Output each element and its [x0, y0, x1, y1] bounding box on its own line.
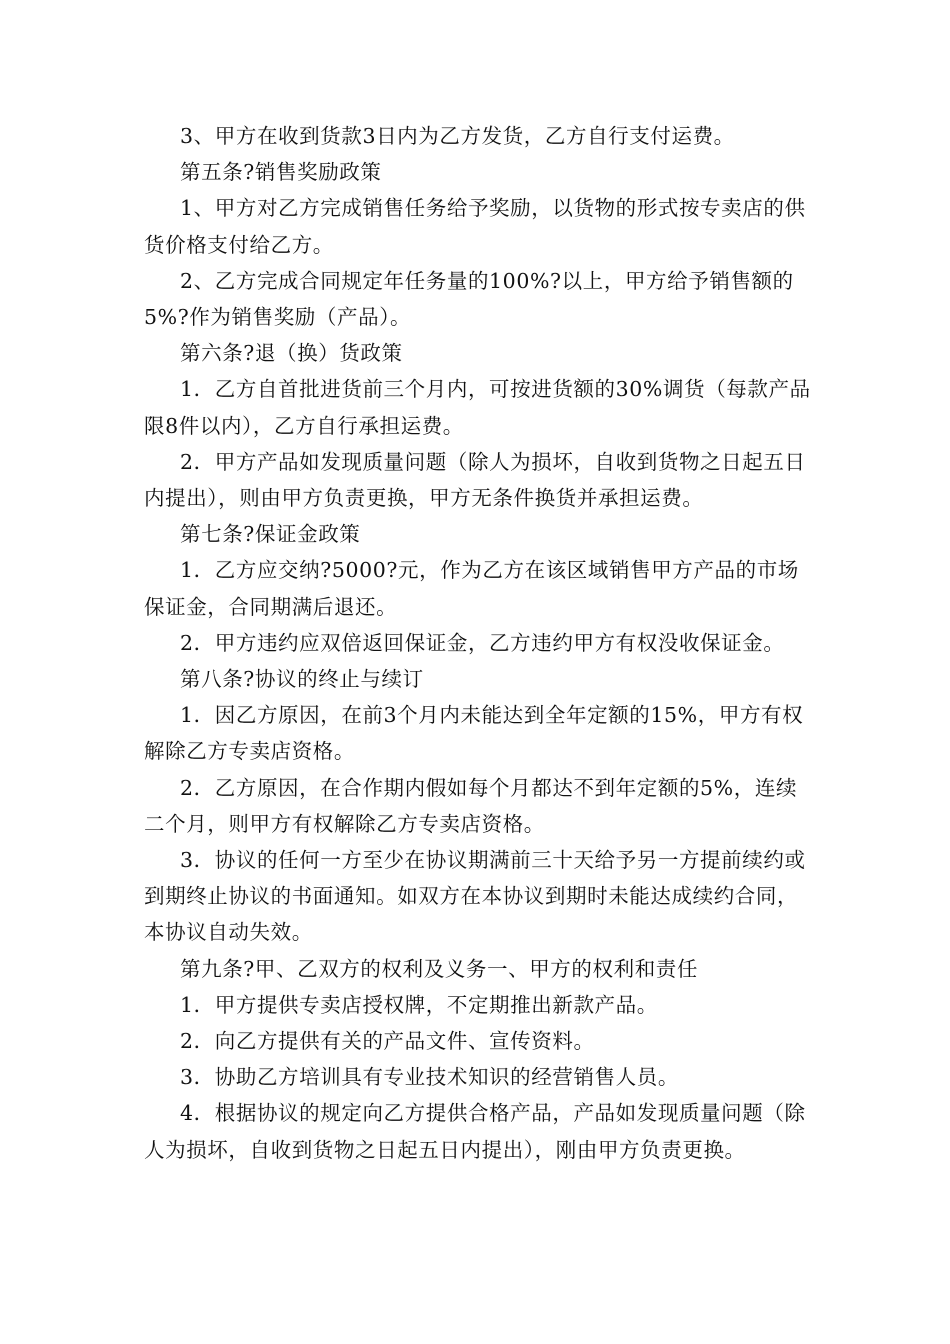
paragraph-article9-item2: 2．向乙方提供有关的产品文件、宣传资料。: [180, 1029, 595, 1054]
paragraph-article5-item2: 2、乙方完成合同规定年任务量的100%?以上，甲方给予销售额的5%?作为销售奖励（产品）。: [144, 268, 794, 330]
paragraph-article6-item1: 1．乙方自首批进货前三个月内，可按进货额的30%调货（每款产品限8件以内），乙方自行承担运费。: [144, 377, 811, 438]
paragraph-article8-item2: 2．乙方原因，在合作期内假如每个月都达不到年定额的5%，连续二个月，则甲方有权解除乙方专卖店资格。: [144, 775, 798, 836]
paragraph-article8-item3: 3．协议的任何一方至少在协议期满前三十天给予另一方提前续约或到期终止协议的书面通知。如双方在本协议到期时未能达成续约合同，本协议自动失效。: [144, 848, 806, 945]
heading-article6: 第六条?退（换）货政策: [180, 341, 403, 366]
paragraph-article7-item1: 1．乙方应交纳?5000?元，作为乙方在该区域销售甲方产品的市场保证金，合同期满后退还。: [144, 558, 799, 619]
heading-article9: 第九条?甲、乙双方的权利及义务一、甲方的权利和责任: [180, 956, 698, 981]
heading-article8: 第八条?协议的终止与续订: [180, 667, 424, 692]
paragraph-article6-item2: 2．甲方产品如发现质量问题（除人为损坏，自收到货物之日起五日内提出），则由甲方负责更换，甲方无条件换货并承担运费。: [144, 449, 806, 511]
document-body: [144, 118, 814, 1168]
paragraph-article9-item3: 3．协助乙方培训具有专业技术知识的经营销售人员。: [180, 1065, 679, 1090]
paragraph-article5-item1: 1、甲方对乙方完成销售任务给予奖励，以货物的形式按专卖店的供货价格支付给乙方。: [144, 196, 806, 257]
paragraph-article4-item3: 3、甲方在收到货款3日内为乙方发货，乙方自行支付运费。: [180, 124, 735, 148]
heading-article5: 第五条?销售奖励政策: [180, 160, 382, 185]
paragraph-article8-item1: 1．因乙方原因，在前3个月内未能达到全年定额的15%，甲方有权解除乙方专卖店资格。: [144, 703, 804, 764]
heading-article7: 第七条?保证金政策: [180, 522, 361, 547]
paragraph-article7-item2: 2．甲方违约应双倍返回保证金，乙方违约甲方有权没收保证金。: [180, 630, 785, 655]
paragraph-article9-item1: 1．甲方提供专卖店授权牌，不定期推出新款产品。: [180, 992, 658, 1017]
paragraph-article9-item4: 4．根据协议的规定向乙方提供合格产品，产品如发现质量问题（除人为损坏，自收到货物之日起五日内提出），刚由甲方负责更换。: [144, 1101, 806, 1162]
